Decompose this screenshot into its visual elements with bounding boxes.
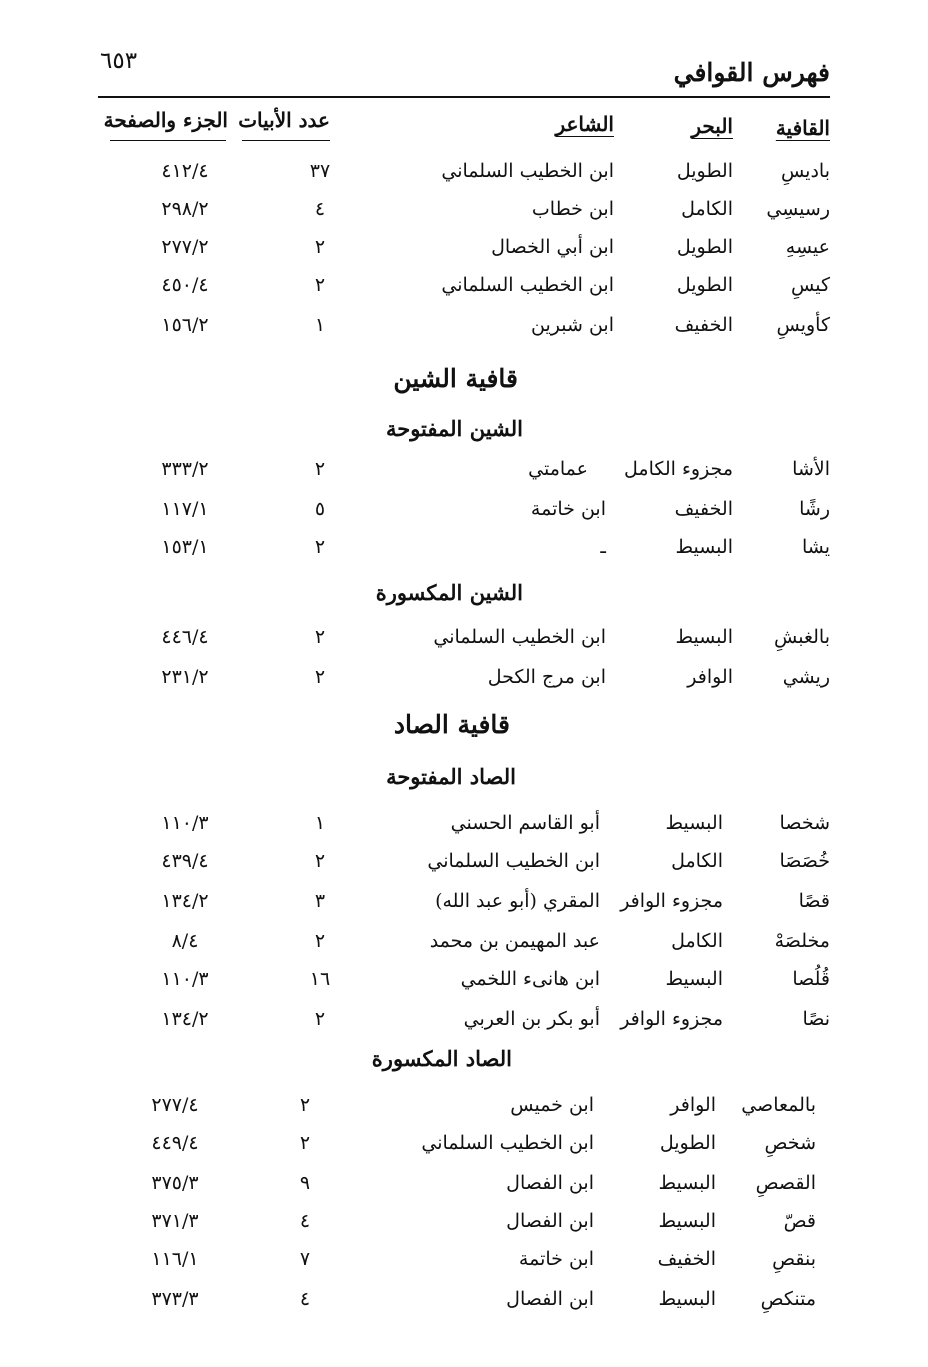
column-header-count: عدد الأبيات [238,108,330,132]
page-cell: ٣٧٥/٣ [151,1172,199,1194]
qafia-cell: قصّ [783,1210,816,1232]
header-rule [98,96,830,98]
count-cell: ٥ [314,498,326,520]
table-row [0,666,928,702]
shaer-cell: عمامتي [528,458,588,480]
table-row [0,198,928,234]
count-cell: ١٦ [309,968,331,990]
page-cell: ٨/٤ [171,930,199,952]
page-cell: ٣٧٣/٣ [151,1288,199,1310]
bahr-cell: الكامل [671,930,723,952]
page-cell: ١١٧/١ [161,498,209,520]
count-cell: ٤ [299,1210,311,1232]
count-cell: ٣ [314,890,326,912]
count-cell: ٣٧ [309,160,331,182]
column-header-qafia: القافية [775,116,830,140]
count-cell: ٢ [314,458,326,480]
table-row [0,890,928,926]
qafia-cell: رشًا [799,498,830,520]
count-cell: ٢ [314,930,326,952]
bahr-cell: الطويل [676,274,733,296]
count-cell: ٩ [299,1172,311,1194]
bahr-cell: الطويل [676,160,733,182]
count-cell: ٢ [314,850,326,872]
table-row [0,536,928,572]
bahr-cell: الخفيف [674,498,733,520]
shaer-cell: ابن الخطيب السلماني [441,274,614,296]
bahr-cell: البسيط [658,1288,716,1310]
qafia-cell: قُلُصا [792,968,830,990]
qafia-cell: كأويسِ [776,314,830,336]
table-row [0,160,928,196]
count-cell: ٤ [314,198,326,220]
bahr-cell: مجزوء الكامل [624,458,733,480]
bahr-cell: الوافر [687,666,733,688]
bahr-cell: الكامل [671,850,723,872]
table-row [0,458,928,494]
bahr-cell: مجزوء الوافر [620,1008,723,1030]
shaer-cell: المقري (أبو عبد الله) [435,890,600,912]
table-row [0,1008,928,1044]
bahr-cell: البسيط [675,536,733,558]
bahr-cell: البسيط [675,626,733,648]
count-cell: ٢ [299,1132,311,1154]
table-row [0,968,928,1004]
shaer-cell: عبد المهيمن بن محمد [429,930,600,952]
shaer-cell: ابن شبرين [531,314,614,336]
shaer-cell: ابن مرج الكحل [487,666,606,688]
page-cell: ١١٠/٣ [161,812,209,834]
shaer-cell: ابن الخطيب السلماني [421,1132,594,1154]
page-cell: ٣٧١/٣ [151,1210,199,1232]
page-cell: ٢٧٧/٤ [151,1094,199,1116]
shaer-cell: ابن الخطيب السلماني [433,626,606,648]
bahr-cell: البسيط [665,968,723,990]
column-header-page: الجزء والصفحة [103,108,228,132]
subsection-heading-shin-kasr: الشين المكسورة [375,580,523,605]
shaer-cell: أبو بكر بن العربي [463,1008,600,1030]
page-cell: ٤١٢/٤ [161,160,209,182]
table-row [0,236,928,272]
count-cell: ٧ [299,1248,311,1270]
shaer-cell: ابن هانىء اللخمي [460,968,600,990]
qafia-cell: رسيسِي [766,198,830,220]
shaer-cell: ابن خطاب [531,198,614,220]
column-rule-page [110,140,226,141]
qafia-cell: كيسِ [790,274,830,296]
qafia-cell: قصًا [798,890,830,912]
count-cell: ٢ [314,274,326,296]
page-cell: ٤٣٩/٤ [161,850,209,872]
count-cell: ٢ [314,236,326,258]
bahr-cell: الخفيف [657,1248,716,1270]
shaer-cell: ابن خاتمة [530,498,606,520]
table-row [0,930,928,966]
count-cell: ٢ [299,1094,311,1116]
shaer-cell: ابن الفصال [506,1210,594,1232]
bahr-cell: مجزوء الوافر [620,890,723,912]
shaer-cell: أبو القاسم الحسني [450,812,600,834]
table-row [0,1094,928,1130]
table-row [0,498,928,534]
shaer-cell: ابن خميس [510,1094,594,1116]
qafia-cell: باديسِ [780,160,830,182]
qafia-cell: مخلصَهْ [774,930,830,952]
count-cell: ١ [314,314,326,336]
count-cell: ١ [314,812,326,834]
shaer-cell: ابن خاتمة [518,1248,594,1270]
shaer-cell: ابن الفصال [506,1288,594,1310]
table-row [0,626,928,662]
page-cell: ٣٣٣/٢ [161,458,209,480]
bahr-cell: الطويل [659,1132,716,1154]
page-cell: ١١٠/٣ [161,968,209,990]
shaer-cell: ابن أبي الخصال [491,236,614,258]
subsection-heading-sad-fath: الصاد المفتوحة [386,764,516,789]
qafia-cell: بالمعاصي [741,1094,816,1116]
page-cell: ٤٥٠/٤ [161,274,209,296]
qafia-cell: عيسِهِ [785,236,830,258]
shaer-cell: ابن الفصال [506,1172,594,1194]
table-row [0,812,928,848]
table-row [0,1248,928,1284]
count-cell: ٢ [314,536,326,558]
table-row [0,1288,928,1324]
page-cell: ١٣٤/٢ [161,1008,209,1030]
qafia-cell: خُصَصَا [779,850,830,872]
count-cell: ٢ [314,626,326,648]
column-rule-count [242,140,330,141]
qafia-cell: الأشا [792,458,830,480]
column-header-shaer: الشاعر [555,112,614,136]
qafia-cell: نصًا [802,1008,830,1030]
page-cell: ٢٣١/٢ [161,666,209,688]
bahr-cell: الكامل [681,198,733,220]
subsection-heading-sad-kasr: الصاد المكسورة [371,1046,512,1071]
qafia-cell: متنكصِ [760,1288,816,1310]
bahr-cell: البسيط [658,1210,716,1232]
shaer-cell: ابن الخطيب السلماني [441,160,614,182]
page-cell: ١٥٣/١ [161,536,209,558]
table-row [0,274,928,310]
qafia-cell: يشا [801,536,830,558]
page-cell: ١١٦/١ [151,1248,199,1270]
table-row [0,1172,928,1208]
qafia-cell: القصصِ [755,1172,816,1194]
bahr-cell: البسيط [665,812,723,834]
shaer-cell: ابن الخطيب السلماني [427,850,600,872]
qafia-cell: بنقصِ [772,1248,816,1270]
page-cell: ١٥٦/٢ [161,314,209,336]
qafia-cell: ريشي [782,666,830,688]
qafia-cell: شخصِ [764,1132,816,1154]
section-heading-shin: قافية الشين [393,364,518,393]
count-cell: ٢ [314,666,326,688]
page-number: ٦٥٣ [100,48,138,74]
bahr-cell: الطويل [676,236,733,258]
page-cell: ١٣٤/٢ [161,890,209,912]
shaer-cell: ـ [600,536,606,558]
running-title: فهرس القوافي [673,58,830,87]
table-row [0,1210,928,1246]
qafia-cell: بالغبشِ [774,626,830,648]
column-header-bahr: البحر [691,114,733,138]
table-row [0,1132,928,1168]
bahr-cell: البسيط [658,1172,716,1194]
page-cell: ٢٩٨/٢ [161,198,209,220]
bahr-cell: الخفيف [674,314,733,336]
count-cell: ٤ [299,1288,311,1310]
section-heading-sad: قافية الصاد [393,710,510,739]
page-cell: ٢٧٧/٢ [161,236,209,258]
qafia-cell: شخصا [779,812,830,834]
bahr-cell: الوافر [670,1094,716,1116]
page-cell: ٤٤٩/٤ [151,1132,199,1154]
table-row [0,850,928,886]
table-row [0,314,928,350]
page-cell: ٤٤٦/٤ [161,626,209,648]
count-cell: ٢ [314,1008,326,1030]
subsection-heading-shin-fath: الشين المفتوحة [385,416,523,441]
